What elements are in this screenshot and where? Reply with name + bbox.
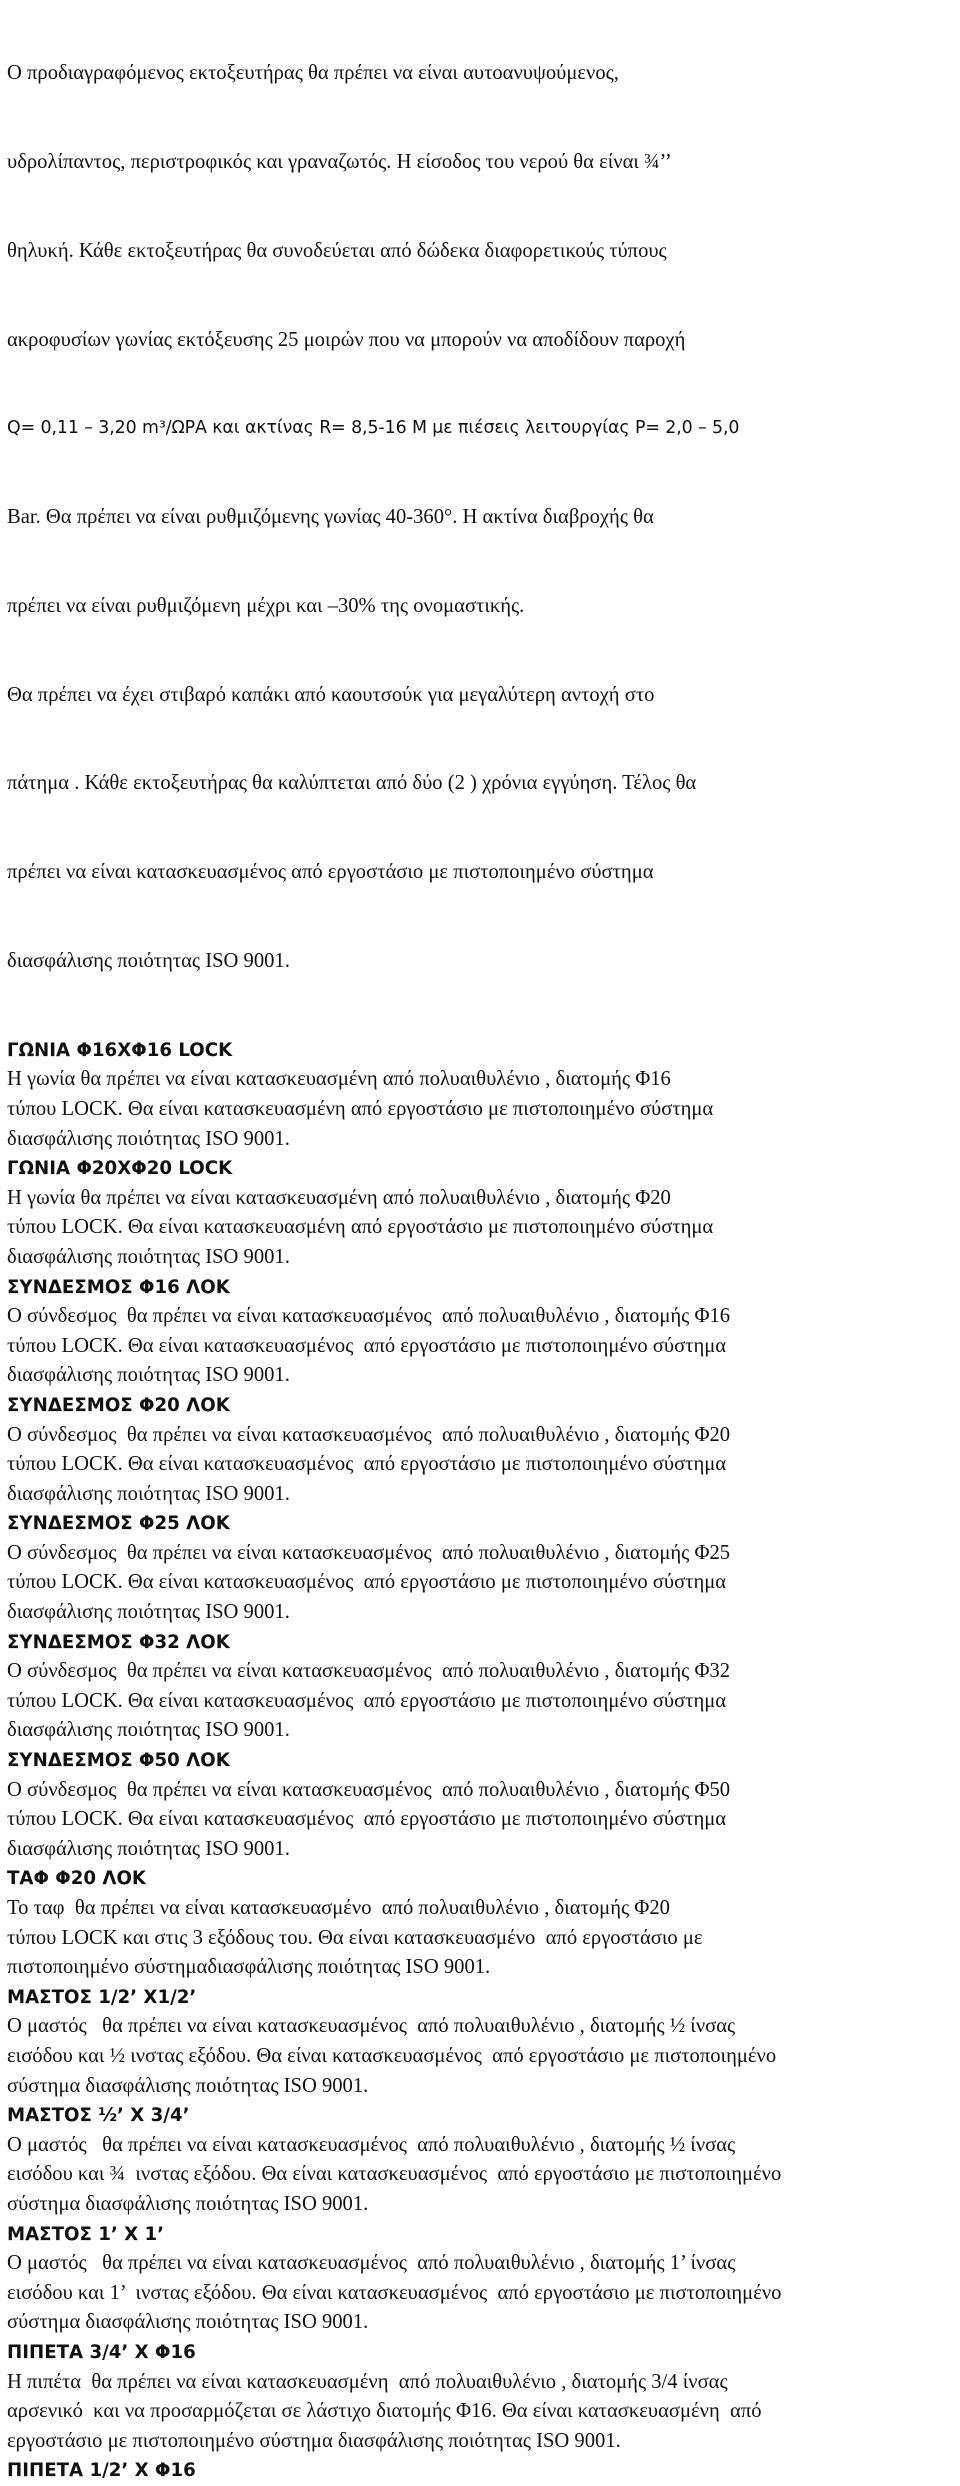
section-line: τύπου LOCK. Θα είναι κατασκευασμένος από εργοστάσιο με πιστοποιημένο σύστημα — [7, 1453, 727, 1476]
section-heading: ΜΑΣΤΟΣ 1’ Χ 1’ — [7, 2223, 165, 2245]
section-line: διασφάλισης ποιότητας ISO 9001. — [7, 1127, 290, 1150]
section-line: Ο σύνδεσμος θα πρέπει να είναι κατασκευασμένος από πολυαιθυλένιο , διατομής Φ16 — [7, 1305, 731, 1328]
section-line: Η γωνία θα πρέπει να είναι κατασκευασμένη από πολυαιθυλένιο , διατομής Φ16 — [7, 1068, 671, 1091]
section-line: τύπου LOCK και στις 3 εξόδους του. Θα είναι κατασκευασμένο από εργοστάσιο με — [7, 1926, 703, 1949]
section-paragraph — [7, 1539, 952, 1628]
intro-line: Bar. Θα πρέπει να είναι ρυθμιζόμενης γωνίας 40-360°. Η ακτίνα διαβροχής θα — [7, 506, 654, 529]
intro-line: Q= 0,11 – 3,20 m³/ΩΡΑ και ακτίνας R= 8,5-16 M με πιέσεις λειτουργίας P= 2,0 – 5,0 — [7, 418, 740, 439]
section-heading: ΣΥΝΔΕΣΜΟΣ Φ25 ΛΟΚ — [7, 1513, 230, 1535]
section-line: πιστοποιημένο σύστημαδιασφάλισης ποιότητας ISO 9001. — [7, 1956, 491, 1979]
intro-line: διασφάλισης ποιότητας ISO 9001. — [7, 950, 290, 972]
intro-line: ακροφυσίων γωνίας εκτόξευσης 25 μοιρών που να μπορούν να αποδίδουν παροχή — [7, 328, 686, 351]
section-line: εισόδου και ¾ ινστας εξόδου. Θα είναι κατασκευασμένος από εργοστάσιο με πιστοποιημένο — [7, 2163, 782, 2186]
section-heading: ΓΩΝΙΑ Φ20ΧΦ20 LOCK — [7, 1158, 233, 1180]
section-paragraph — [7, 1421, 952, 1510]
section-line: εισόδου και ½ ινστας εξόδου. Θα είναι κατασκευασμένος από εργοστάσιο με πιστοποιημένο — [7, 2044, 777, 2067]
section-line: εργοστάσιο με πιστοποιημένο σύστημα διασφάλισης ποιότητας ISO 9001. — [7, 2429, 621, 2452]
document-page — [7, 0, 952, 2486]
section-line: διασφάλισης ποιότητας ISO 9001. — [7, 1837, 290, 1860]
intro-line: πάτημα . Κάθε εκτοξευτήρας θα καλύπτεται από δύο (2 ) χρόνια εγγύηση. Τέλος θα — [7, 772, 697, 795]
section-line: Η γωνία θα πρέπει να είναι κατασκευασμένη από πολυαιθυλένιο , διατομής Φ20 — [7, 1186, 671, 1209]
section-line: Η πιπέτα θα πρέπει να είναι κατασκευασμένη από πολυαιθυλένιο , διατομής 3/4 ίνσας — [7, 2370, 728, 2393]
section-paragraph — [7, 1776, 952, 1865]
section-line: τύπου LOCK. Θα είναι κατασκευασμένη από εργοστάσιο με πιστοποιημένο σύστημα — [7, 1097, 714, 1120]
section-line: Ο μαστός θα πρέπει να είναι κατασκευασμένος από πολυαιθυλένιο , διατομής ½ ίνσας — [7, 2133, 736, 2156]
intro-line: Ο προδιαγραφόμενος εκτοξευτήρας θα πρέπει να είναι αυτοανυψούμενος, — [7, 62, 619, 85]
section-line: Το ταφ θα πρέπει να είναι κατασκευασμένο από πολυαιθυλένιο , διατομής Φ20 — [7, 1897, 670, 1919]
section-heading: ΜΑΣΤΟΣ ½’ Χ 3/4’ — [7, 2105, 190, 2127]
section-line: Ο σύνδεσμος θα πρέπει να είναι κατασκευασμένος από πολυαιθυλένιο , διατομής Φ20 — [7, 1423, 731, 1446]
section-heading: ΠΙΠΕΤΑ 3/4’ Χ Φ16 — [7, 2341, 196, 2363]
section-paragraph — [7, 2131, 952, 2220]
section-paragraph — [7, 1894, 952, 1983]
intro-paragraph — [7, 0, 952, 1036]
section-line: σύστημα διασφάλισης ποιότητας ISO 9001. — [7, 2311, 369, 2334]
section-line: Ο σύνδεσμος θα πρέπει να είναι κατασκευασμένος από πολυαιθυλένιο , διατομής Φ25 — [7, 1541, 731, 1564]
section-line: αρσενικό και να προσαρμόζεται σε λάστιχο διατομής Φ16. Θα είναι κατασκευασμένη από — [7, 2400, 762, 2423]
section-paragraph — [7, 2368, 952, 2457]
section-heading: ΠΙΠΕΤΑ 1/2’ Χ Φ16 — [7, 2460, 196, 2482]
section-line: τύπου LOCK. Θα είναι κατασκευασμένος από εργοστάσιο με πιστοποιημένο σύστημα — [7, 1689, 727, 1712]
section-line: Ο σύνδεσμος θα πρέπει να είναι κατασκευασμένος από πολυαιθυλένιο , διατομής Φ32 — [7, 1660, 731, 1683]
section-line: διασφάλισης ποιότητας ISO 9001. — [7, 1719, 290, 1742]
section-line: σύστημα διασφάλισης ποιότητας ISO 9001. — [7, 2192, 369, 2215]
section-paragraph — [7, 1302, 952, 1391]
section-paragraph — [7, 2249, 952, 2338]
section-line: τύπου LOCK. Θα είναι κατασκευασμένος από εργοστάσιο με πιστοποιημένο σύστημα — [7, 1571, 727, 1594]
section-line: διασφάλισης ποιότητας ISO 9001. — [7, 1364, 290, 1387]
intro-line: Θα πρέπει να έχει στιβαρό καπάκι από καουτσούκ για μεγαλύτερη αντοχή στο — [7, 683, 655, 706]
section-paragraph — [7, 1184, 952, 1273]
intro-line: πρέπει να είναι κατασκευασμένος από εργοστάσιο με πιστοποιημένο σύστημα — [7, 861, 654, 884]
section-paragraph — [7, 1657, 952, 1746]
section-paragraph — [7, 1065, 952, 1154]
intro-line: πρέπει να είναι ρυθμιζόμενη μέχρι και –30% της ονομαστικής. — [7, 594, 525, 617]
section-line: εισόδου και 1’ ινστας εξόδου. Θα είναι κατασκευασμένος από εργοστάσιο με πιστοποιημένο — [7, 2281, 782, 2304]
section-heading: ΓΩΝΙΑ Φ16ΧΦ16 LOCK — [7, 1039, 233, 1061]
section-line: διασφάλισης ποιότητας ISO 9001. — [7, 1601, 290, 1624]
sections-container — [7, 1036, 952, 2486]
section-heading: ΣΥΝΔΕΣΜΟΣ Φ50 ΛΟΚ — [7, 1750, 230, 1772]
intro-line: υδρολίπαντος, περιστροφικός και γραναζωτός. Η είσοδος του νερού θα είναι ¾’’ — [7, 150, 672, 173]
section-line: Ο μαστός θα πρέπει να είναι κατασκευασμένος από πολυαιθυλένιο , διατομής ½ ίνσας — [7, 2015, 736, 2038]
section-heading: ΣΥΝΔΕΣΜΟΣ Φ32 ΛΟΚ — [7, 1631, 230, 1653]
section-line: διασφάλισης ποιότητας ISO 9001. — [7, 1245, 290, 1268]
section-line: σύστημα διασφάλισης ποιότητας ISO 9001. — [7, 2074, 369, 2097]
section-heading: ΣΥΝΔΕΣΜΟΣ Φ20 ΛΟΚ — [7, 1394, 230, 1416]
section-heading: ΤΑΦ Φ20 ΛΟΚ — [7, 1868, 147, 1890]
intro-line: θηλυκή. Κάθε εκτοξευτήρας θα συνοδεύεται από δώδεκα διαφορετικούς τύπους — [7, 239, 667, 262]
section-line: Ο μαστός θα πρέπει να είναι κατασκευασμένος από πολυαιθυλένιο , διατομής 1’ ίνσας — [7, 2252, 736, 2275]
section-line: τύπου LOCK. Θα είναι κατασκευασμένος από εργοστάσιο με πιστοποιημένο σύστημα — [7, 1808, 727, 1831]
section-paragraph — [7, 2012, 952, 2101]
section-heading: ΜΑΣΤΟΣ 1/2’ Χ1/2’ — [7, 1986, 197, 2008]
section-line: διασφάλισης ποιότητας ISO 9001. — [7, 1482, 290, 1505]
section-line: τύπου LOCK. Θα είναι κατασκευασμένος από εργοστάσιο με πιστοποιημένο σύστημα — [7, 1334, 727, 1357]
section-line: τύπου LOCK. Θα είναι κατασκευασμένη από εργοστάσιο με πιστοποιημένο σύστημα — [7, 1216, 714, 1239]
section-heading: ΣΥΝΔΕΣΜΟΣ Φ16 ΛΟΚ — [7, 1276, 230, 1298]
section-line: Ο σύνδεσμος θα πρέπει να είναι κατασκευασμένος από πολυαιθυλένιο , διατομής Φ50 — [7, 1778, 731, 1801]
